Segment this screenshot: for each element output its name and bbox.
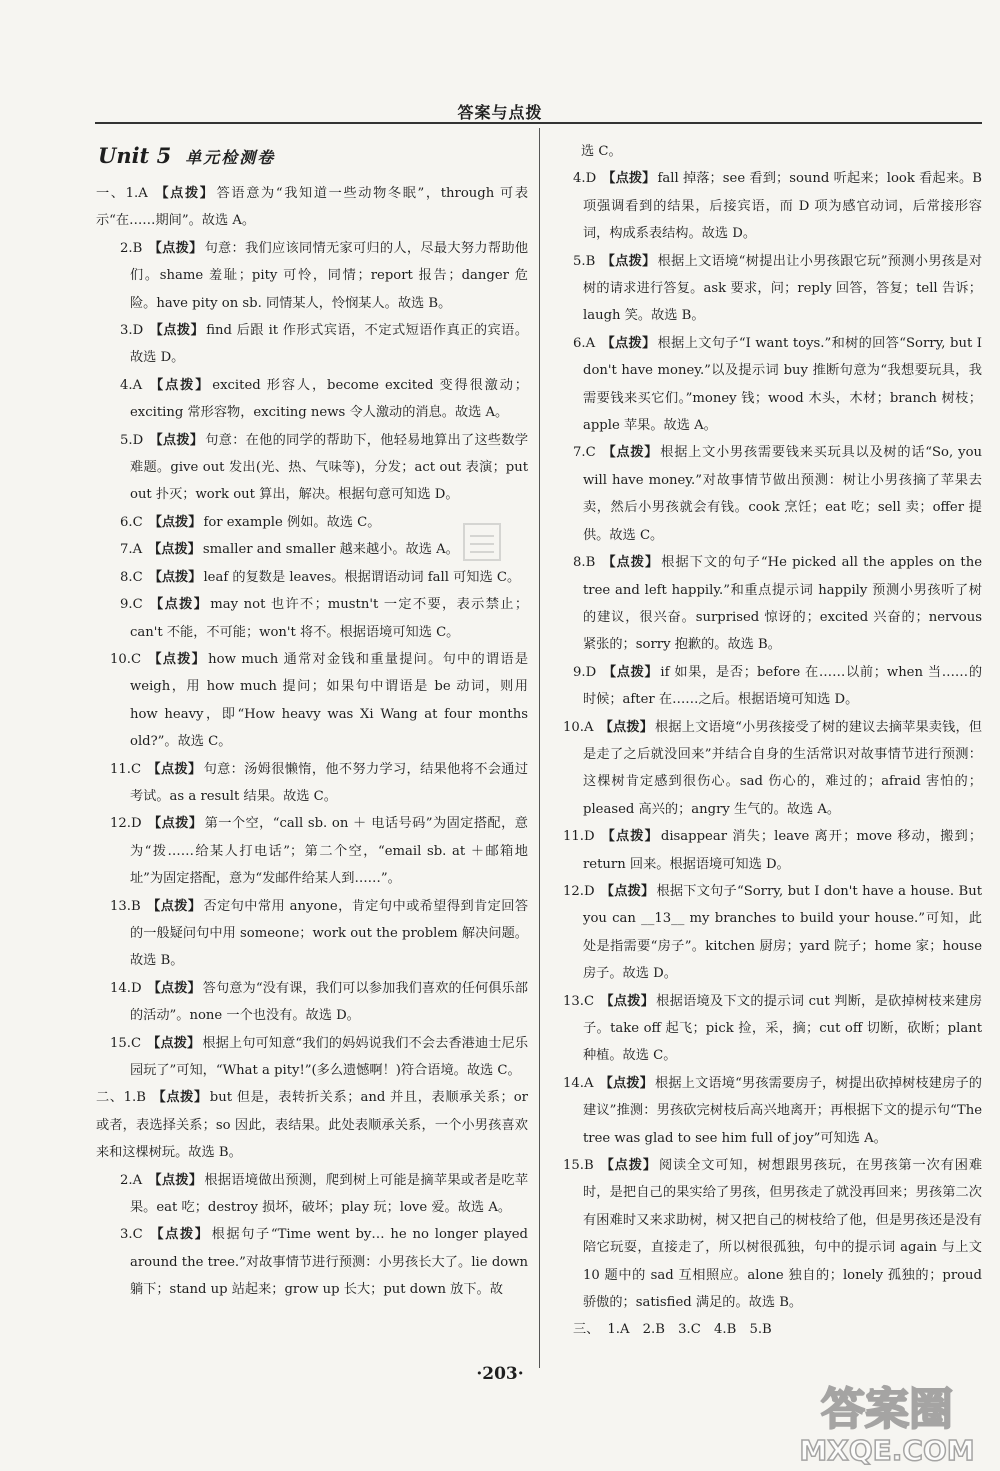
answer-item	[96, 1167, 528, 1222]
answer-number: 10.	[110, 651, 131, 667]
answer-number: 6.	[573, 335, 586, 351]
answer-number: 一、1.	[96, 186, 139, 201]
unit-title-en: Unit 5	[98, 143, 172, 168]
answer-explanation: 第一个空，“call sb. on ＋ 电话号码”为固定搭配，意为“拨……给某人打电话”；第二个空，“email sb. at ＋邮箱地址”为固定搭配，意为“发邮件给某人到……”。	[130, 816, 528, 887]
answer-explanation: 否定句中常用 anyone，肯定句中或希望得到肯定回答的一般疑问句中用 someone；work out the problem 解决问题。故选 B。	[130, 898, 529, 969]
answer-item	[96, 1030, 528, 1085]
answer-item	[549, 1070, 982, 1152]
answer-item	[549, 248, 982, 330]
answer-item	[96, 756, 528, 811]
answer-number: 5.	[120, 432, 133, 448]
answer-explanation: 根据上文语境“树提出让小男孩跟它玩”预测小男孩是对树的请求进行答复。ask 要求，问；reply 回答，答复；tell 告诉；laugh 笑。故选 B。	[583, 253, 983, 324]
answer-explanation: for example 例如。故选 C。	[203, 514, 381, 530]
answer-explanation: leaf 的复数是 leaves。根据谓语动词 fall 可知选 C。	[203, 569, 521, 585]
answer-item	[96, 235, 528, 317]
answer-explanation: 选 C。	[581, 144, 622, 159]
answer-number: 8.	[573, 555, 586, 571]
answer-number: 8.	[120, 569, 133, 585]
answer-number: 4.	[120, 377, 133, 393]
answer-number: 三、	[573, 1322, 600, 1338]
answer-explanation: 根据上文句子“I want toys.”和树的回答“Sorry, but I don't have money.”以及提示词 buy 推断句意为“我想要玩具，我需要钱来买它们。”money 钱；wood 木头，木材；branch 树枝；apple 苹果。故选 A。	[583, 335, 982, 434]
tip-keyword: 【点拨】	[148, 1227, 210, 1243]
tip-keyword: 【点拨】	[601, 253, 656, 269]
answer-item	[96, 810, 528, 892]
tip-keyword: 【点拨】	[148, 542, 201, 558]
tip-keyword: 【点拨】	[601, 555, 660, 571]
answer-explanation: find 后跟 it 作形式宾语，不定式短语作真正的宾语。故选 D。	[130, 323, 529, 366]
answer-number: 15.	[563, 1158, 584, 1174]
answer-item	[96, 180, 528, 235]
answer-explanation: 根据上句可知意“我们的妈妈说我们不会去香港迪士尼乐园玩了”可知，“What a pity!”(多么遗憾啊！)符合语境。故选 C。	[130, 1035, 529, 1078]
tip-keyword: 【点拨】	[148, 514, 202, 530]
answer-choice: B	[585, 253, 596, 269]
answer-explanation: 根据上文语境“小男孩接受了树的建议去摘苹果卖钱，但是走了之后就没回来”并结合自身的生活常识对故事情节进行预测：这棵树肯定感到很伤心。sad 伤心的，难过的；afraid 害怕的；pleased 高兴的；angry 生气的。故选 A。	[583, 719, 982, 817]
answer-item	[96, 1221, 528, 1303]
column-divider	[539, 128, 540, 1368]
tip-keyword: 【点拨】	[147, 816, 203, 832]
answer-explanation: disappear 消失；leave 离开；move 移动，搬到；return 回来。根据语境可知选 D。	[583, 829, 983, 872]
tip-keyword: 【点拨】	[153, 186, 215, 201]
answer-choice: A	[132, 542, 143, 558]
answer-item	[549, 878, 982, 988]
answer-explanation: 答句意为“没有课，我们可以参加我们喜欢的任何俱乐部的活动”。none 一个也没有。故选 D。	[130, 980, 528, 1024]
tip-keyword: 【点拨】	[599, 1075, 654, 1091]
answer-choice: D	[583, 883, 595, 899]
answer-item	[549, 138, 982, 165]
header-title: 答案与点拨	[457, 103, 543, 122]
answer-number: 15.	[110, 1035, 131, 1051]
answer-number: 9.	[573, 664, 586, 680]
tip-keyword: 【点拨】	[148, 597, 209, 613]
answer-number: 3.	[120, 1227, 133, 1243]
answer-explanation: fall 掉落；see 看到；sound 听起来；look 看起来。B 项强调看到的结果，后接宾语，而 D 项为感官动词，后常接形容词，构成系表结构。故选 D。	[583, 171, 982, 242]
answer-explanation: 根据句子“Time went by… he no longer played around the tree.”对故事情节进行预测：小男孩长大了。lie down 躺下；stand up 站起来；grow up 长大；put down 放下。故	[130, 1227, 528, 1298]
answer-number: 14.	[563, 1075, 584, 1091]
answer-explanation: 句意：我们应该同情无家可归的人，尽最大努力帮助他们。shame 羞耻；pity 可怜，同情；report 报告；danger 危险。have pity on sb. 同情某人，怜悯某人。故选 B。	[130, 240, 529, 311]
answer-choice: C	[130, 1035, 142, 1051]
answer-number: 2.	[120, 240, 133, 256]
answer-item	[549, 988, 982, 1070]
answer-number: 4.	[573, 171, 586, 187]
answer-number: 13.	[110, 898, 131, 914]
answer-item	[96, 646, 528, 756]
answer-explanation: 句意：在他的同学的帮助下，他轻易地算出了这些数学难题。give out 发出(光、热、气味等)，分发；act out 表演；put out 扑灭；work out 算出，解决。根据句意可知选 D。	[130, 432, 529, 503]
answer-item	[96, 372, 528, 427]
answer-item	[549, 1152, 982, 1316]
watermark-logo	[792, 1372, 982, 1467]
answer-number: 6.	[120, 514, 133, 530]
answer-item	[96, 564, 528, 591]
answer-number: 2.	[120, 1172, 133, 1188]
answer-choice: B	[130, 898, 141, 914]
tip-keyword: 【点拨】	[146, 898, 202, 914]
answer-number: 3.	[120, 323, 133, 339]
answer-explanation: 根据上文语境“男孩需要房子，树提出砍掉树枝建房子的建议”推测：男孩砍完树枝后高兴地离开；再根据下文的提示句“The tree was glad to see him full of joy”可知选 A。	[583, 1075, 982, 1146]
answer-choice: A	[132, 1172, 143, 1188]
answer-number: 7.	[120, 542, 133, 558]
answer-choice: A	[132, 377, 143, 393]
answer-choice: B	[585, 555, 596, 571]
answer-item	[96, 591, 528, 646]
answer-item	[96, 893, 528, 975]
answer-explanation: 答语意为“我知道一些动物冬眠”，through 可表示“在……期间”。故选 A。	[96, 186, 529, 229]
answer-explanation: may not 也许不；mustn't 一定不要，表示禁止；can't 不能，不可能；won't 将不。根据语境可知选 C。	[130, 597, 529, 640]
answer-item	[549, 549, 982, 659]
tip-keyword: 【点拨】	[149, 432, 204, 448]
answer-item	[549, 165, 982, 247]
unit-title	[98, 138, 528, 176]
tip-keyword: 【点拨】	[148, 240, 203, 256]
answer-number: 5.	[573, 253, 586, 269]
answer-choice: C	[130, 761, 142, 777]
tip-keyword: 【点拨】	[147, 1035, 201, 1051]
tip-keyword: 【点拨】	[151, 1090, 208, 1106]
answer-explanation: but 但是，表转折关系；and 并且，表顺承关系；or 或者，表选择关系；so 因此，表结果。此处表顺承关系，一个小男孩喜欢来和这棵树玩。故选 B。	[96, 1090, 528, 1161]
svg-text:MXQE.COM: MXQE.COM	[799, 1434, 975, 1467]
answer-choice: C	[585, 445, 596, 461]
answer-choice: D	[132, 432, 144, 448]
answer-number: 11.	[110, 761, 131, 777]
answer-explanation: 根据语境做出预测，爬到树上可能是摘苹果或者是吃苹果。eat 吃；destroy 损坏，破坏；play 玩；love 爱。故选 A。	[130, 1172, 529, 1216]
answer-item	[549, 823, 982, 878]
answer-number: 12.	[563, 883, 584, 899]
answer-choice: D	[585, 171, 597, 187]
tip-keyword: 【点拨】	[149, 323, 205, 339]
answer-number: 二、1.	[96, 1090, 137, 1106]
answer-explanation: 句意：汤姆很懒惰，他不努力学习，结果他将不会通过考试。as a result 结果。故选 C。	[130, 761, 529, 804]
tip-keyword: 【点拨】	[602, 664, 659, 680]
answer-choice: C	[132, 597, 143, 613]
answer-explanation: if 如果，是否；before 在……以前；when 当……的时候；after 在……之后。根据语境可知选 D。	[583, 664, 983, 708]
tip-keyword: 【点拨】	[601, 445, 659, 461]
tip-keyword: 【点拨】	[602, 171, 656, 187]
tip-keyword: 【点拨】	[601, 335, 656, 351]
tip-keyword: 【点拨】	[148, 377, 211, 393]
answer-item	[549, 439, 982, 549]
answer-choice: A	[138, 186, 148, 201]
answer-choice: C	[583, 993, 595, 1009]
tip-keyword: 【点拨】	[600, 883, 655, 899]
answer-item	[549, 330, 982, 440]
tip-keyword: 【点拨】	[147, 651, 207, 667]
answer-explanation: smaller and smaller 越来越小。故选 A。	[202, 542, 459, 558]
answer-choice: A	[583, 1075, 594, 1091]
answer-explanation: how much 通常对金钱和重量提问。句中的谓语是 weigh，用 how much 提问；如果句中谓语是 be 动词，则用 how heavy，即“How heavy was Xi Wang at four months old?”。故选 C。	[130, 651, 529, 750]
answer-choice: A	[585, 335, 596, 351]
right-column	[549, 138, 982, 1344]
answer-choice: D	[583, 829, 595, 845]
answer-choice: C	[130, 651, 142, 667]
answer-number: 13.	[563, 993, 584, 1009]
answer-explanation: 根据下文的句子“He picked all the apples on the tree and left happily.”和重点提示词 happily 预测小男孩听了树的建议，很兴奋。surprised 惊讶的；excited 兴奋的；nervous 紧张的；sorry 抱歉的。故选 B。	[583, 555, 982, 653]
answer-item	[96, 317, 528, 372]
answer-item	[549, 659, 982, 714]
header-rule	[95, 122, 982, 124]
answer-explanation: 根据下文句子“Sorry, but I don't have a house. But you can __13__ my branches to build your house.”可知，此处是指需要“房子”。kitchen 厨房；yard 院子；home 家；house 房子。故选 D。	[583, 883, 983, 982]
answer-choice: D	[130, 980, 142, 996]
svg-text:答案圈: 答案圈	[821, 1384, 953, 1435]
answer-choice: C	[132, 569, 143, 585]
answer-explanation: 根据语境及下文的提示词 cut 判断，是砍掉树枝来建房子。take off 起飞；pick 捡，采，摘；cut off 切断，砍断；plant 种植。故选 C。	[583, 993, 983, 1064]
tip-keyword: 【点拨】	[600, 829, 659, 845]
tip-keyword: 【点拨】	[148, 569, 202, 585]
answer-choice: A	[583, 719, 594, 735]
answer-number: 10.	[563, 719, 584, 735]
answer-explanation: 阅读全文可知，树想跟男孩玩，在男孩第一次有困难时，是把自己的果实给了男孩，但男孩走了就没再回来；男孩第二次有困难时又来求助树，树又把自己的树枝给了他，但是男孩还是没有陪它玩耍，直接走了，所以树很孤独，句中的提示词 again 与上文 10 题中的 sad 互相照应。alone 独自的；lonely 孤独的；proud 骄傲的；satisfied 满足的。故选 B。	[583, 1158, 983, 1311]
answer-explanation: 1.A 2.B 3.C 4.B 5.B	[607, 1322, 772, 1338]
answer-item	[549, 714, 982, 824]
tip-keyword: 【点拨】	[148, 1172, 203, 1188]
unit-title-cn: 单元检测卷	[185, 148, 276, 167]
answer-number: 14.	[110, 980, 131, 996]
answer-item	[549, 1316, 982, 1343]
answer-choice: D	[130, 816, 142, 832]
tip-keyword: 【点拨】	[599, 719, 654, 735]
answer-explanation: 根据上文小男孩需要钱来买玩具以及树的话“So, you will have money.”对故事情节做出预测：树让小男孩摘了苹果去卖，然后小男孩就会有钱。cook 烹饪；eat 吃；sell 卖；offer 提供。故选 C。	[583, 445, 983, 543]
stamp-mark	[460, 520, 504, 564]
left-column	[96, 138, 528, 1304]
answer-explanation: excited 形容人，become excited 变得很激动；exciting 常形容物，exciting news 令人激动的消息。故选 A。	[130, 377, 528, 421]
answer-choice: B	[583, 1158, 594, 1174]
answer-choice: B	[136, 1090, 146, 1106]
answer-choice: D	[585, 664, 597, 680]
answer-item	[96, 427, 528, 509]
tip-keyword: 【点拨】	[599, 1158, 657, 1174]
answer-item	[96, 1084, 528, 1166]
answer-number: 11.	[563, 829, 584, 845]
answer-choice: D	[132, 323, 144, 339]
answer-choice: C	[132, 514, 143, 530]
answer-choice: B	[132, 240, 143, 256]
answer-number: 9.	[120, 597, 133, 613]
tip-keyword: 【点拨】	[600, 993, 655, 1009]
page-number: ·203·	[476, 1364, 524, 1384]
answer-number: 12.	[110, 816, 131, 832]
answer-item	[96, 975, 528, 1030]
tip-keyword: 【点拨】	[147, 761, 202, 777]
tip-keyword: 【点拨】	[147, 980, 201, 996]
answer-choice: C	[132, 1227, 143, 1243]
answer-number: 7.	[573, 445, 586, 461]
